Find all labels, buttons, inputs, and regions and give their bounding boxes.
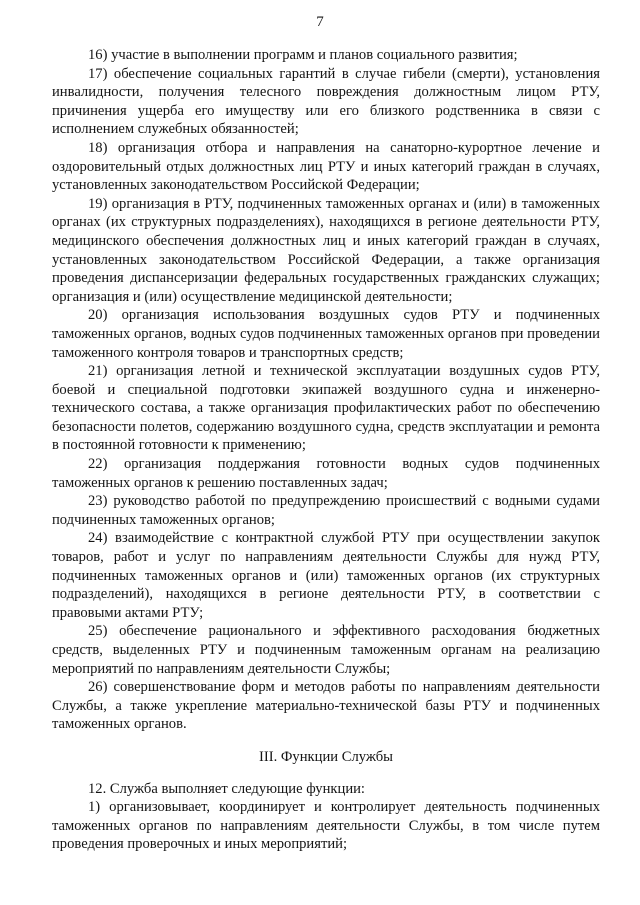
list-item-21: 21) организация летной и технической эксплуатации воздушных судов РТУ, боевой и специальной подготовки экипажей воздушного судна и инженерно-технического состава, а также организация профилактических работ по обеспечению безопасности полетов, содержанию воздушного судна, средств эксплуатации и ремонта в постоянной готовности к применению; (52, 363, 600, 454)
function-item-1: 1) организовывает, координирует и контролирует деятельность подчиненных таможенных органов по направлениям деятельности Службы, в том числе путем проведения проверочных и иных мероприятий; (52, 799, 600, 853)
list-item-23: 23) руководство работой по предупреждению происшествий с водными судами подчиненных таможенных органов; (52, 493, 600, 528)
list-item-19: 19) организация в РТУ, подчиненных таможенных органах и (или) в таможенных органах (их структурных подразделениях), находящихся в регионе деятельности РТУ, медицинского обеспечения должностных лиц и иных категорий граждан в случаях, установленных законодательством Российской Федерации, а также организация проведения диспансеризации федеральных государственных гражданских служащих; организация и (или) осуществление медицинской деятельности; (52, 195, 600, 305)
list-item-18: 18) организация отбора и направления на санаторно-курортное лечение и оздоровительный отдых должностных лиц РТУ и иных категорий граждан в случаях, установленных законодательством Российской Федерации; (52, 139, 600, 194)
list-item-17: 17) обеспечение социальных гарантий в случае гибели (смерти), установления инвалидности, получения телесного повреждения должностным лицом РТУ, причинения ущерба его имуществу или его близкого родственника в связи с исполнением служебных обязанностей; (52, 65, 600, 138)
list-item-20: 20) организация использования воздушных судов РТУ и подчиненных таможенных органов, водных судов подчиненных таможенных органов при проведении таможенного контроля товаров и транспортных средств; (52, 307, 600, 361)
document-body (52, 46, 600, 854)
list-item-22: 22) организация поддержания готовности водных судов подчиненных таможенных органов к решению поставленных задач; (52, 456, 600, 491)
list-item-26: 26) совершенствование форм и методов работы по направлениям деятельности Службы, а также укрепление материально-технической базы РТУ и подчиненных таможенных органов. (52, 679, 600, 733)
section-heading: III. Функции Службы (259, 748, 393, 765)
clause-12: 12. Служба выполняет следующие функции: (88, 780, 365, 797)
page-number: 7 (316, 14, 324, 30)
list-item-24: 24) взаимодействие с контрактной службой РТУ при осуществлении закупок товаров, работ и услуг по направлениям деятельности Службы для нужд РТУ, подчиненных таможенных органов и (или) таможенных органов (их структурных подразделений), находящихся в регионе деятельности РТУ, в соответствии с правовыми актами РТУ; (52, 530, 600, 621)
list-item-25: 25) обеспечение рационального и эффективного расходования бюджетных средств, выделенных РТУ и подчиненным таможенным органам на реализацию мероприятий по направлениям деятельности Службы; (52, 623, 600, 677)
list-item-16: 16) участие в выполнении программ и планов социального развития; (88, 47, 518, 63)
